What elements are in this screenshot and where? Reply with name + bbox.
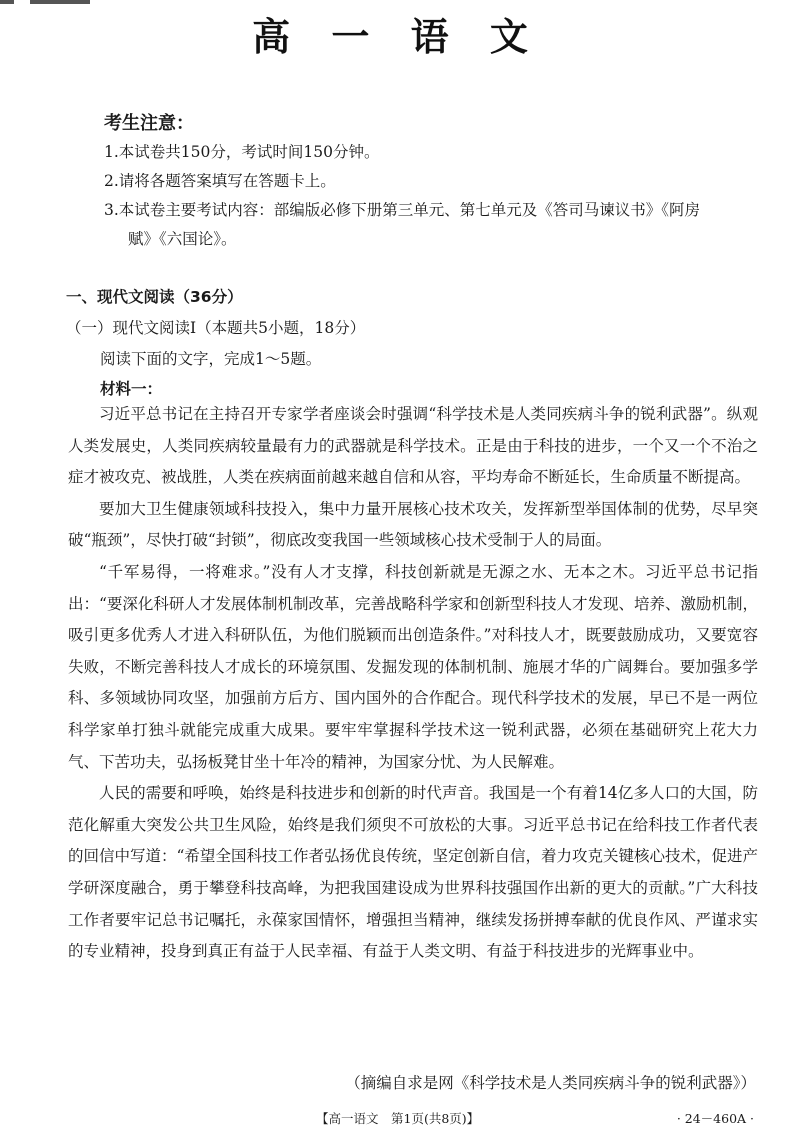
section-heading: 一、现代文阅读（36分） [66, 288, 243, 306]
notice-heading: 考生注意： [104, 113, 194, 134]
notice-item: 2.请将各题答案填写在答题卡上。 [104, 172, 336, 190]
footer-page-label: 【高一语文 第1页(共8页)】 [316, 1111, 480, 1126]
notice-item: 3.本试卷主要考试内容：部编版必修下册第三单元、第七单元及《答司马谏议书》《阿房 [104, 201, 701, 219]
passage-paragraph: 习近平总书记在主持召开专家学者座谈会时强调“科学技术是人类同疾病斗争的锐利武器”。纵观人类发展史，人类同疾病较量最有力的武器就是科学技术。正是由于科技的进步，一个又一个不治之症才被攻克、被战胜，人类在疾病面前越来越自信和从容，平均寿命不断延长，生命质量不断提高。 [68, 405, 758, 487]
page-footer [0, 1109, 794, 1124]
notice-item-continuation: 赋》《六国论》。 [128, 230, 237, 248]
notice-list [104, 138, 764, 254]
subsection-heading: （一）现代文阅读Ⅰ（本题共5小题，18分） [66, 319, 366, 337]
page-title: 高 一 语 文 [252, 15, 542, 59]
passage-paragraph: 要加大卫生健康领域科技投入，集中力量开展核心技术攻关，发挥新型举国体制的优势，尽早突破“瓶颈”，尽快打破“封锁”，彻底改变我国一些领域核心技术受制于人的局面。 [68, 499, 758, 550]
notice-item: 1.本试卷共150分，考试时间150分钟。 [104, 143, 380, 161]
footer-code: · 24－460A · [676, 1111, 754, 1126]
passage-paragraph: 人民的需要和呼唤，始终是科技进步和创新的时代声音。我国是一个有着14亿多人口的大国，防范化解重大突发公共卫生风险，始终是我们须臾不可放松的大事。习近平总书记在给科技工作者代表的回信中写道：“希望全国科技工作者弘扬优良传统，坚定创新自信，着力攻克关键核心技术，促进产学研深度融合，勇于攀登科技高峰，为把我国建设成为世界科技强国作出新的更大的贡献。”广大科技工作者要牢记总书记嘱托，永葆家国情怀，增强担当精神，继续发扬拼搏奉献的优良作风、严谨求实的专业精神，投身到真正有益于人民幸福、有益于人类文明、有益于科技进步的光辉事业中。 [68, 784, 758, 961]
reading-passage [68, 399, 758, 1079]
material-label: 材料一： [100, 380, 163, 398]
passage-source: （摘编自求是网《科学技术是人类同疾病斗争的锐利武器》） [345, 1074, 756, 1092]
passage-paragraph: “千军易得，一将难求。”没有人才支撑，科技创新就是无源之水、无本之木。习近平总书记指出：“要深化科研人才发展体制机制改革，完善战略科学家和创新型科技人才发现、培养、激励机制，吸引更多优秀人才进入科研队伍，为他们脱颖而出创造条件。”对科技人才，既要鼓励成功，又要宽容失败，不断完善科技人才成长的环境氛围、发掘发现的体制机制、施展才华的广阔舞台。要加强多学科、多领域协同攻坚，加强前方后方、国内国外的合作配合。现代科学技术的发展，早已不是一两位科学家单打独斗就能完成重大成果。要牢牢掌握科学技术这一锐利武器，必须在基础研究上花大力气、下苦功夫，弘扬板凳甘坐十年冷的精神，为国家分忧、为人民解难。 [68, 562, 758, 771]
reading-instruction: 阅读下面的文字，完成1～5题。 [100, 350, 322, 368]
